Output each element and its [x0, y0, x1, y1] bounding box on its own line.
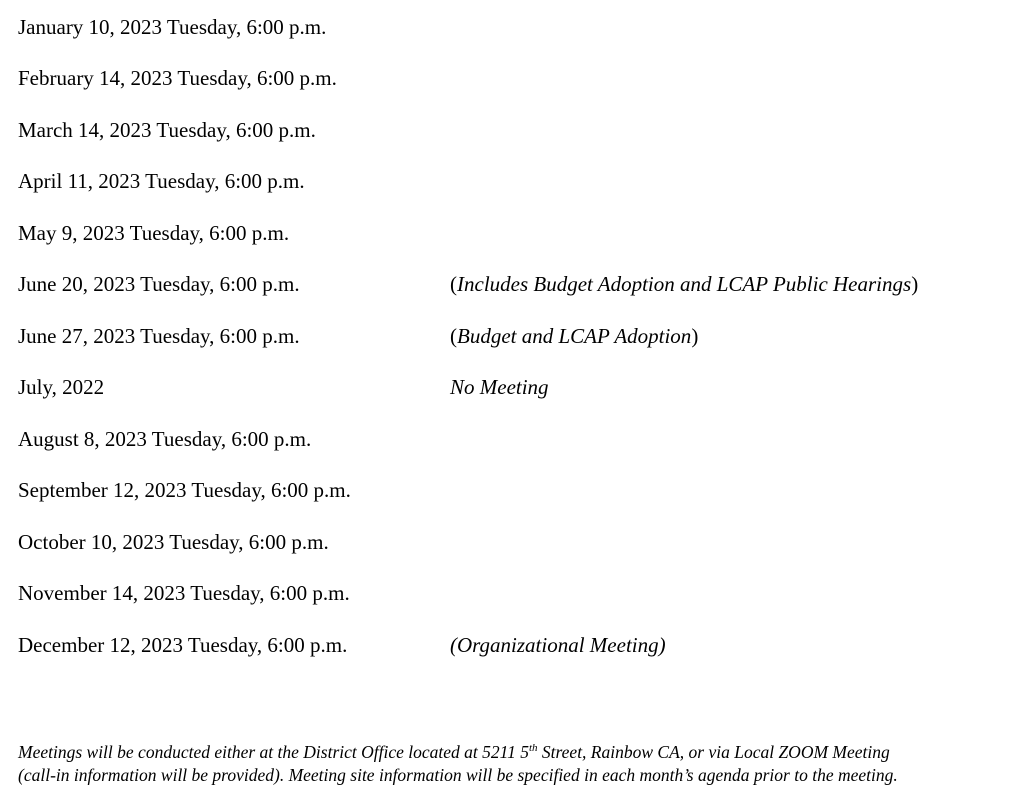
meeting-row-april	[18, 166, 1028, 196]
meeting-date: June 20, 2023 Tuesday, 6:00 p.m.	[18, 272, 300, 296]
footer-line-1	[18, 741, 1030, 764]
note-close-paren: )	[691, 324, 699, 348]
meeting-row-august	[18, 424, 1028, 454]
meeting-date: January 10, 2023 Tuesday, 6:00 p.m.	[18, 15, 327, 39]
note-text: Budget and LCAP Adoption	[457, 324, 692, 348]
note-text: No Meeting	[450, 375, 549, 399]
meeting-row-december	[18, 630, 1028, 660]
meeting-note	[450, 269, 918, 299]
meeting-row-february	[18, 63, 1028, 93]
meeting-note	[450, 372, 549, 402]
meeting-location-note	[18, 741, 1030, 787]
meeting-date: June 27, 2023 Tuesday, 6:00 p.m.	[18, 324, 300, 348]
meeting-row-september	[18, 475, 1028, 505]
note-text: (Organizational Meeting)	[450, 633, 666, 657]
footer-line-1-start: Meetings will be conducted either at the District Office located at 5211 5	[18, 742, 529, 762]
note-close-paren: )	[911, 272, 919, 296]
meeting-date: February 14, 2023 Tuesday, 6:00 p.m.	[18, 66, 337, 90]
meeting-row-november	[18, 578, 1028, 608]
meeting-row-may	[18, 218, 1028, 248]
meeting-date: April 11, 2023 Tuesday, 6:00 p.m.	[18, 169, 305, 193]
meeting-row-june-20	[18, 269, 1028, 299]
meeting-row-july	[18, 372, 1028, 402]
footer-line-1-end: Street, Rainbow CA, or via Local ZOOM Meeting	[537, 742, 890, 762]
note-open-paren: (	[450, 324, 457, 348]
meeting-date: July, 2022	[18, 375, 105, 399]
note-text: Includes Budget Adoption and LCAP Public Hearings	[457, 272, 912, 296]
meeting-date: November 14, 2023 Tuesday, 6:00 p.m.	[18, 581, 350, 605]
meeting-date: May 9, 2023 Tuesday, 6:00 p.m.	[18, 221, 290, 245]
meeting-date: March 14, 2023 Tuesday, 6:00 p.m.	[18, 118, 316, 142]
meeting-row-january	[18, 12, 1028, 42]
meeting-row-march	[18, 115, 1028, 145]
note-open-paren: (	[450, 272, 457, 296]
meeting-date: October 10, 2023 Tuesday, 6:00 p.m.	[18, 530, 329, 554]
meeting-date: August 8, 2023 Tuesday, 6:00 p.m.	[18, 427, 312, 451]
meeting-date: September 12, 2023 Tuesday, 6:00 p.m.	[18, 478, 351, 502]
meeting-note	[450, 321, 698, 351]
meeting-date: December 12, 2023 Tuesday, 6:00 p.m.	[18, 633, 348, 657]
meeting-note	[450, 630, 666, 660]
footer-line-2: (call-in information will be provided). Meeting site information will be specified in each month’s agenda prior to the meeting.	[18, 765, 898, 785]
meeting-row-june-27	[18, 321, 1028, 351]
footer-superscript: th	[528, 742, 538, 754]
meeting-row-october	[18, 527, 1028, 557]
